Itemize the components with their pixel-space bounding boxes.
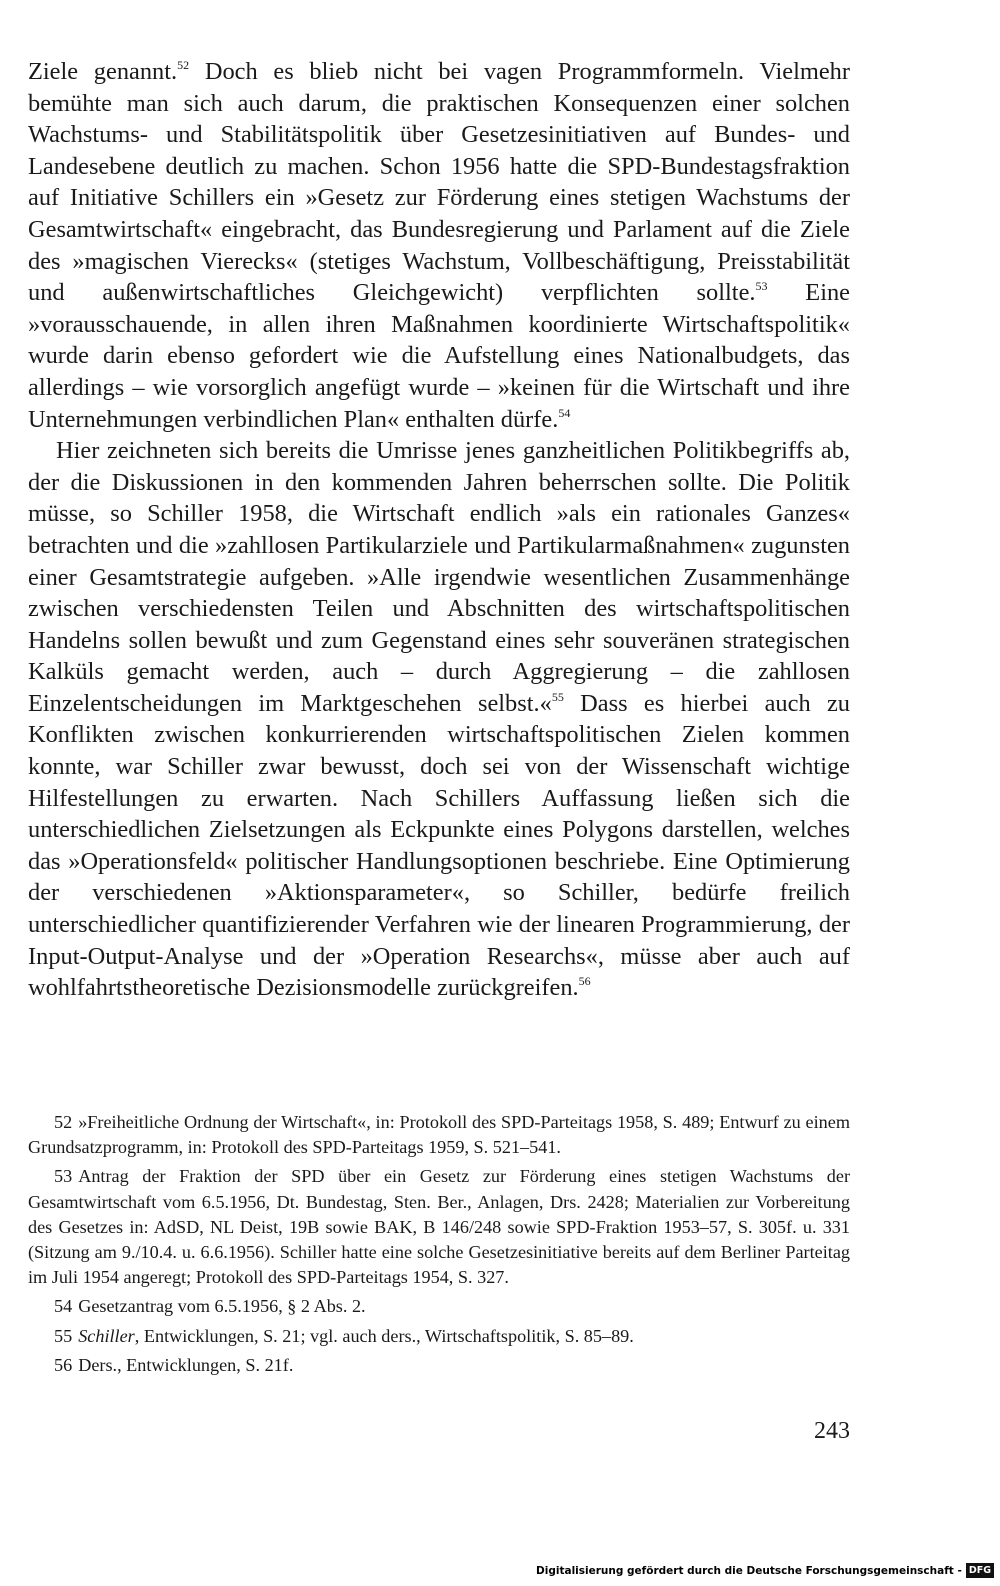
footnote-number: 52: [54, 1112, 73, 1132]
footnote-number: 53: [54, 1166, 73, 1187]
main-text: [28, 56, 850, 1004]
footnote-number: 55: [54, 1325, 73, 1346]
footnote-52: [28, 1110, 850, 1160]
footnote-53: [28, 1164, 850, 1290]
text-run: Eine »vorausschauende, in allen ihren Maßnahmen koordinierte Wirtschaftspolitik« wurde darin ebenso gefordert wie die Aufstellung eines Nationalbudgets, das allerdings – wie vorsorglich angefügt wurde – »keinen für die Wirtschaft und ihre Unternehmungen verbindlichen Plan« enthalten dürfe.: [28, 279, 850, 433]
footnote-text: Gesetzantrag vom 6.5.1956, § 2 Abs. 2.: [78, 1296, 366, 1317]
text-run: Dass es hierbei auch zu Konflikten zwischen konkurrierenden wirtschaftspolitischen Zielen kommen konnte, war Schiller zwar bewusst, doch sei von der Wissenschaft wichtige Hilfestellungen zu erwarten. Nach Schillers Auffassung ließen sich die unterschiedlichen Zielsetzungen als Eckpunkte eines Polygons darstellen, welches das »Operationsfeld« politischer Handlungsoptionen beschriebe. Eine Optimierung der verschiedenen »Aktionsparameter«, so Schiller, bedürfe freilich unterschiedlicher quantifizierender Verfahren wie der linearen Programmierung, der Input-Output-Analyse und der »Operation Researchs«, müsse aber auch auf wohlfahrtstheoretische Dezisionsmodelle zurückgreifen.: [28, 689, 851, 1002]
page-number: 243: [814, 1418, 850, 1444]
paragraph-2: [28, 435, 850, 1004]
footnote-text: Ders., Entwicklungen, S. 21f.: [78, 1354, 294, 1375]
footnote-text: , Entwicklungen, S. 21; vgl. auch ders., Wirtschaftspolitik, S. 85–89.: [134, 1325, 634, 1346]
footnote-ref-52: 52: [177, 58, 190, 72]
footnote-author: Schiller: [78, 1325, 135, 1346]
footnote-55: [28, 1324, 850, 1349]
footnote-54: [28, 1294, 850, 1319]
digitization-credit: [536, 1563, 994, 1578]
footnote-ref-55: 55: [551, 689, 564, 704]
text-run: Hier zeichneten sich bereits die Umrisse jenes ganzheitlichen Politikbegriffs ab, der die Diskussionen in den kommenden Jahren beherrschen sollte. Die Politik müsse, so Schiller 1958, die Wirtschaft endlich »als ein rationales Ganzes« betrachten und die »zahllosen Partikularziele und Partikularmaßnahmen« zugunsten einer Gesamtstrategie aufgeben. »Alle irgendwie wesentlichen Zusammenhänge zwischen verschiedensten Teilen und Abschnitten des wirtschaftspolitischen Handelns sollen bewußt und zum Gegenstand eines sehr souveränen strategischen Kalküls gemacht werden, auch – durch Aggregierung – die zahllosen Einzelentscheidungen im Marktgeschehen selbst.«: [28, 437, 850, 717]
text-run: Ziele genannt.: [28, 58, 178, 85]
text-run: Doch es blieb nicht bei vagen Programmformeln. Vielmehr bemühte man sich auch darum, die praktischen Konsequenzen einer solchen Wachstums- und Stabilitätspolitik über Gesetzesinitiativen auf Bundes- und Landesebene deutlich zu machen. Schon 1956 hatte die SPD-Bundestagsfraktion auf Initiative Schillers ein »Gesetz zur Förderung eines stetigen Wachstums der Gesamtwirtschaft« eingebracht, das Bundesregierung und Parlament auf die Ziele des »magischen Vierecks« (stetiges Wachstum, Vollbeschäftigung, Preisstabilität und außenwirtschaftliches Gleichgewicht) verpflichten sollte.: [28, 58, 850, 307]
footnote-number: 56: [54, 1354, 73, 1375]
dfg-logo: DFG: [966, 1563, 994, 1578]
footnote-ref-53: 53: [755, 279, 768, 294]
credit-text: Digitalisierung gefördert durch die Deutsche Forschungsgemeinschaft -: [536, 1564, 962, 1577]
footnote-text: Antrag der Fraktion der SPD über ein Gesetz zur Förderung eines stetigen Wachstums der Gesamtwirtschaft vom 6.5.1956, Dt. Bundestag, Sten. Ber., Anlagen, Drs. 2428; Materialien zur Vorbereitung des Gesetzes in: AdSD, NL Deist, 19B sowie BAK, B 146/248 sowie SPD-Fraktion 1953–57, S. 305f. u. 331 (Sitzung am 9./10.4. u. 6.6.1956). Schiller hatte eine solche Gesetzesinitiative bereits auf dem Berliner Parteitag im Juli 1954 angeregt; Protokoll des SPD-Parteitags 1954, S. 327.: [28, 1166, 850, 1288]
paragraph-1: [28, 56, 850, 435]
footnotes: [28, 1110, 850, 1382]
footnote-number: 54: [54, 1296, 73, 1317]
footnote-56: [28, 1353, 850, 1378]
footnote-ref-56: 56: [578, 974, 591, 989]
footnote-ref-54: 54: [558, 405, 571, 420]
footnote-text: »Freiheitliche Ordnung der Wirtschaft«, in: Protokoll des SPD-Parteitags 1958, S. 489; Entwurf zu einem Grundsatzprogramm, in: Protokoll des SPD-Parteitags 1959, S. 521–541.: [28, 1112, 850, 1158]
